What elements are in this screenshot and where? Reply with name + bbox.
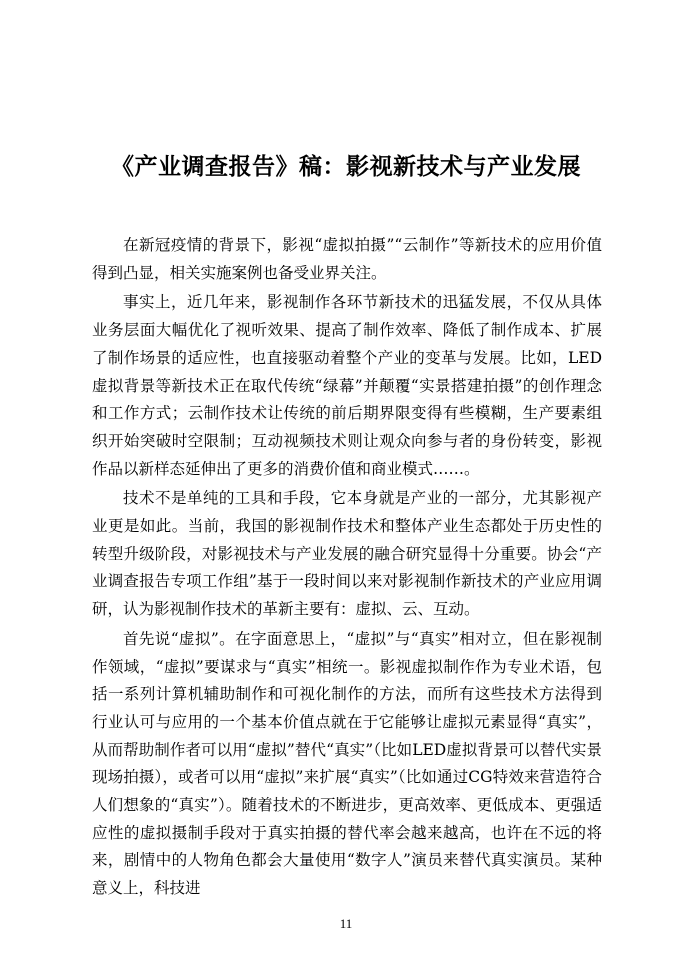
- document-title: 《产业调查报告》稿：影视新技术与产业发展: [111, 153, 581, 180]
- paragraph-4: 首先说“虚拟”。在字面意思上，“虚拟”与“真实”相对立，但在影视制作领域，“虚拟”要谋求与“真实”相统一。影视虚拟制作作为专业术语，包括一系列计算机辅助制作和可视化制作的方法，而所有这些技术方法得到行业认可与应用的一个基本价值点就在于它能够让虚拟元素显得“真实”，从而帮助制作者可以用“虚拟”替代“真实”（比如LED虚拟背景可以替代实景现场拍摄），或者可以用“虚拟”来扩展“真实”（比如通过CG特效来营造符合人们想象的“真实”）。随着技术的不断进步，更高效率、更低成本、更强适应性的虚拟摄制手段对于真实拍摄的替代率会越来越高，也许在不远的将来，剧情中的人物角色都会大量使用“数字人”演员来替代真实演员。某种意义上，科技进: [92, 629, 602, 898]
- page-number: 11: [339, 916, 353, 931]
- paragraph-3: 技术不是单纯的工具和手段，它本身就是产业的一部分，尤其影视产业更是如此。当前，我国的影视制作技术和整体产业生态都处于历史性的转型升级阶段，对影视技术与产业发展的融合研究显得十分重要。协会“产业调查报告专项工作组”基于一段时间以来对影视制作新技术的产业应用调研，认为影视制作技术的革新主要有：虚拟、云、互动。: [92, 489, 602, 619]
- body-text: [92, 232, 602, 905]
- paragraph-2: 事实上，近几年来，影视制作各环节新技术的迅猛发展，不仅从具体业务层面大幅优化了视听效果、提高了制作效率、降低了制作成本、扩展了制作场景的适应性，也直接驱动着整个产业的变革与发展。比如，LED虚拟背景等新技术正在取代传统“绿幕”并颠覆“实景搭建拍摄”的创作理念和工作方式；云制作技术让传统的前后期界限变得有些模糊，生产要素组织开始突破时空限制；互动视频技术则让观众向参与者的身份转变，影视作品以新样态延伸出了更多的消费价值和商业模式……。: [92, 293, 602, 478]
- paragraph-1: 在新冠疫情的背景下，影视“虚拟拍摄”“云制作”等新技术的应用价值得到凸显，相关实施案例也备受业界关注。: [92, 236, 602, 282]
